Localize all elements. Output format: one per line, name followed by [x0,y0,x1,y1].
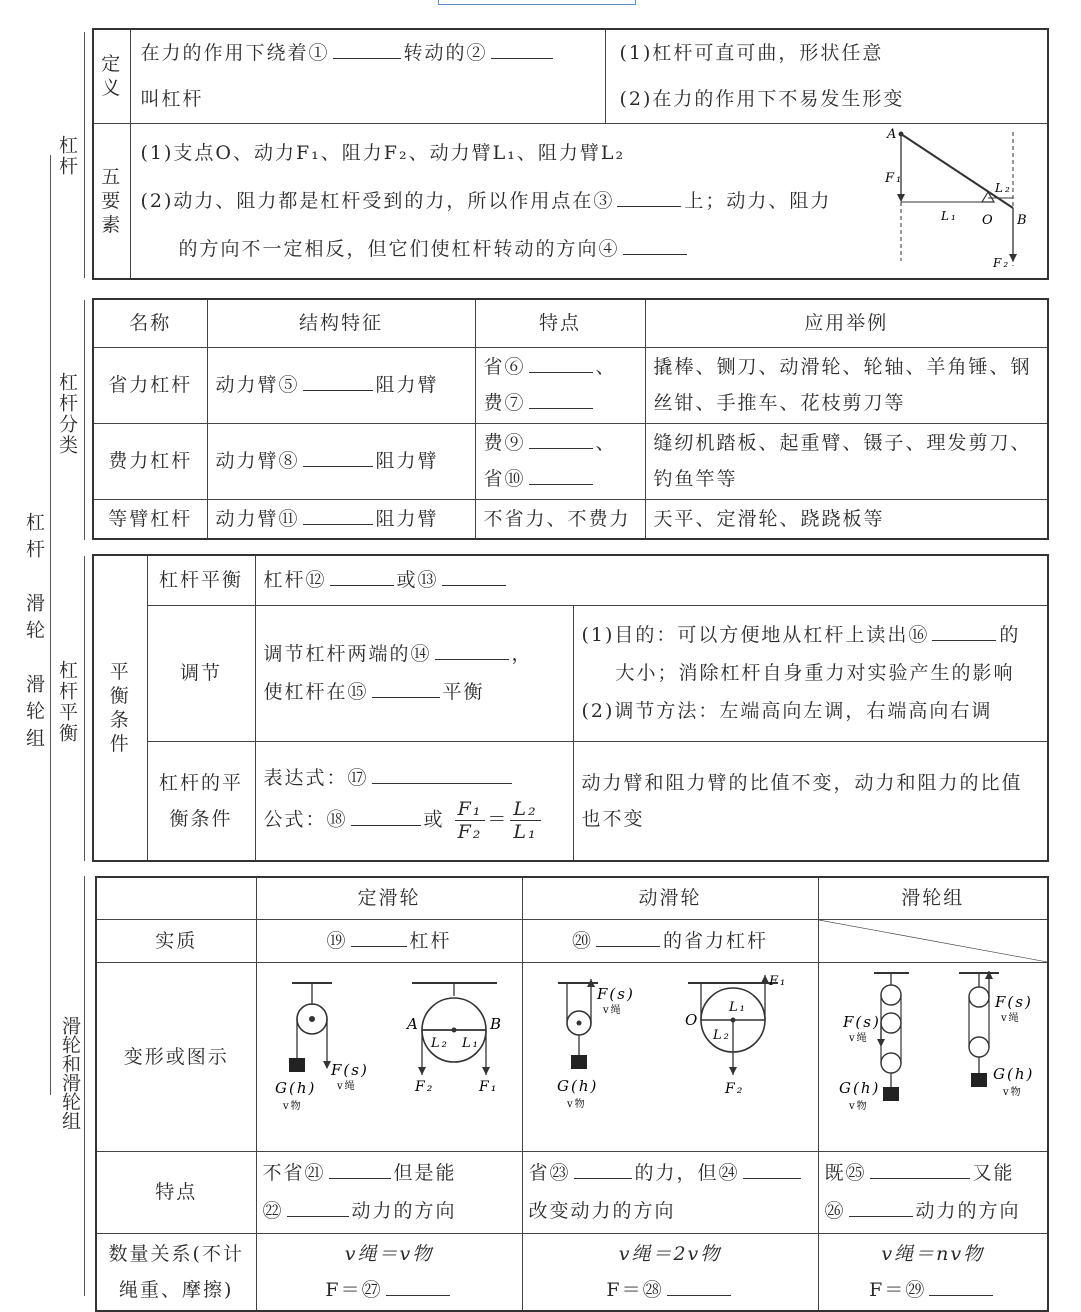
diag-label-L1: L₁ [941,208,958,223]
tree-class-label: 杠杆分类 [56,372,78,456]
svg-text:F(s): F(s) [842,1012,881,1031]
svg-text:F(s): F(s) [596,984,635,1003]
svg-text:v绳: v绳 [1000,1012,1021,1024]
svg-text:F₂: F₂ [414,1078,434,1095]
five-elements-line2a: (2)动力、阻力都是杠杆受到的力，所以作用点在③ [140,189,615,212]
class-row-feature: 不省力、不费力 [475,499,645,539]
svg-text:G(h): G(h) [838,1078,880,1097]
tree-root-label: 杠杆 滑轮 滑轮组 [23,512,45,755]
diagram-movable [522,962,818,1151]
essence-fixed: ⑲ 杠杆 [256,919,522,962]
diag-label-F2: F₂ [993,255,1011,270]
svg-text:v绳: v绳 [602,1004,623,1016]
classification-header-row [93,299,1048,347]
class-row-name: 费力杠杆 [93,423,207,499]
class-row-struct: 动力臂⑤ 阻力臂 [207,347,475,423]
diag-label-O: O [982,212,995,228]
definition-notes-cell [605,29,1048,123]
svg-text:L₂: L₂ [712,1027,731,1043]
feature-group: 既㉕ 又能 ㉖ 动力的方向 [818,1151,1048,1233]
lever-classification-table [92,298,1049,540]
svg-text:F₂: F₂ [724,1080,744,1097]
svg-text:F(s): F(s) [994,992,1033,1011]
balance-label-cell [93,555,147,861]
class-row-name: 省力杠杆 [93,347,207,423]
class-row-equal-arm [93,499,1048,539]
balance-r3-note: 动力臂和阻力臂的比值不变，动力和阻力的比值也不变 [573,741,1048,861]
movable-pulley-diagram [523,963,819,1139]
svg-text:B: B [489,1014,503,1033]
five-elements-label: 五要素 [101,165,123,236]
balance-r3-content: 表达式：⑰ 公式：⑱ 或 $\frac{\text{F₁}}{\text{F₂}}$ ＝ $\frac{\text{L₂}}{\text{L₁}}$ [255,741,573,861]
svg-text:L₁: L₁ [461,1035,480,1051]
class-row-struct: 动力臂⑪ 阻力臂 [207,499,475,539]
svg-text:G(h): G(h) [992,1064,1034,1083]
svg-text:F₁: F₁ [478,1078,498,1095]
feature-label: 特点 [96,1151,256,1233]
balance-r2-notes: (1)目的：可以方便地从杠杆上读出⑯ 的 大小；消除杠杆自身重力对实验产生的影响 (2)调节方法：左端高向左调，右端高向右调 [573,605,1048,741]
five-elements-line3: 的方向不一定相反，但它们使杠杆转动的方向④ [178,237,620,260]
pulley-group-diagram [819,963,1051,1139]
five-elements-line2b: 上；动力、阻力 [684,189,832,212]
five-elements-cell [130,123,1048,279]
svg-text:F₁: F₁ [768,973,787,989]
svg-text:A: A [406,1014,420,1033]
definition-line2: 叫杠杆 [140,88,204,111]
class-row-force-saving [93,347,1048,423]
essence-label: 实质 [96,919,256,962]
class-row-force-wasting [93,423,1048,499]
pulley-header-movable: 动滑轮 [522,877,818,919]
balance-fraction-left: $\frac{\text{F₁}}{\text{F₂}}$ [455,798,486,843]
balance-r2-content: 调节杠杆两端的⑭ ， 使杠杆在⑮ 平衡 [255,605,573,741]
svg-text:O: O [684,1010,699,1029]
class-row-name: 等臂杠杆 [93,499,207,539]
svg-text:v绳: v绳 [336,1080,357,1092]
lever-definition-table [92,28,1049,280]
balance-r1-content: 杠杆⑫ 或⑬ [255,555,1048,605]
pulley-header-fixed: 定滑轮 [256,877,522,919]
tree-lever-label: 杠杆 [56,135,78,177]
five-elements-line1: (1)支点O、动力F₁、阻力F₂、动力臂L₁、阻力臂L₂ [140,141,626,164]
definition-note1: (1)杠杆可直可曲，形状任意 [619,42,884,65]
balance-r1-label: 杠杆平衡 [147,555,255,605]
definition-line1a: 在力的作用下绕着① [140,42,330,65]
diagram-fixed [256,962,522,1151]
class-row-examples: 撬棒、铡刀、动滑轮、轮轴、羊角锤、钢丝钳、手推车、花枝剪刀等 [645,347,1048,423]
pulley-diagram-row [96,962,1048,1151]
class-header-name: 名称 [93,299,207,347]
diagram-group [818,962,1048,1151]
tree-pulley-brace [84,876,85,1296]
quantity-group: v绳＝nv物 F＝㉙ [818,1233,1048,1311]
quantity-fixed: v绳＝v物 F＝㉗ [256,1233,522,1311]
balance-label: 平衡条件 [109,661,131,755]
class-row-feature: 费⑨ 、 省⑩ [475,423,645,499]
class-row-examples: 天平、定滑轮、跷跷板等 [645,499,1048,539]
definition-label-cell [93,29,130,123]
svg-text:G(h): G(h) [274,1078,316,1097]
pulley-essence-row [96,919,1048,962]
svg-text:L₁: L₁ [728,999,747,1015]
class-header-feature: 特点 [475,299,645,347]
svg-text:v绳: v绳 [848,1032,869,1044]
pulley-header-row [96,877,1048,919]
svg-text:G(h): G(h) [556,1076,598,1095]
class-row-examples: 缝纫机踏板、起重臂、镊子、理发剪刀、钓鱼竿等 [645,423,1048,499]
lever-diagram [881,126,1041,272]
pulley-quantity-row [96,1233,1048,1311]
svg-text:v物: v物 [566,1098,587,1110]
definition-label: 定义 [101,53,123,100]
class-row-struct: 动力臂⑧ 阻力臂 [207,423,475,499]
quantity-label: 数量关系(不计绳重、摩擦) [96,1233,256,1311]
svg-text:v物: v物 [1002,1086,1023,1098]
top-box [438,0,636,5]
tree-class-brace [84,300,85,540]
class-row-feature: 省⑥ 、 费⑦ [475,347,645,423]
balance-fraction-right: $\frac{\text{L₂}}{\text{L₁}}$ [510,798,540,843]
definition-text-cell [130,29,605,123]
svg-text:L₂: L₂ [430,1035,449,1051]
diagram-label: 变形或图示 [96,962,256,1151]
tree-balance-brace [84,556,85,861]
feature-movable: 省㉓ 的力，但㉔ 改变动力的方向 [522,1151,818,1233]
diag-label-A: A [887,126,899,142]
class-header-examples: 应用举例 [645,299,1048,347]
essence-group-empty [818,919,1048,962]
pulley-header-group: 滑轮组 [818,877,1048,919]
diag-label-B: B [1017,212,1029,228]
fixed-pulley-diagram [257,963,523,1139]
quantity-movable: v绳＝2v物 F＝㉘ [522,1233,818,1311]
balance-r2-label: 调节 [147,605,255,741]
class-header-struct: 结构特征 [207,299,475,347]
tree-root-brace [50,155,51,1095]
definition-line1b: 转动的② [403,42,488,65]
feature-fixed: 不省㉑ 但是能 ㉒ 动力的方向 [256,1151,522,1233]
definition-note2: (2)在力的作用下不易发生形变 [619,88,905,111]
diag-label-L2: L₂ [995,180,1012,195]
lever-balance-table [92,554,1049,862]
essence-movable: ⑳ 的省力杠杆 [522,919,818,962]
balance-r3-label: 杠杆的平衡条件 [147,741,255,861]
svg-text:v物: v物 [848,1100,869,1112]
diag-label-F1: F₁ [885,170,904,186]
five-elements-label-cell [93,123,130,279]
pulley-table [95,876,1049,1312]
tree-balance-label: 杠杆平衡 [56,660,78,744]
tree-pulley-label: 滑轮和滑轮组 [59,1016,81,1130]
svg-text:F(s): F(s) [330,1060,369,1079]
svg-text:v物: v物 [282,1100,303,1112]
pulley-feature-row [96,1151,1048,1233]
tree-lever-brace [84,32,85,278]
